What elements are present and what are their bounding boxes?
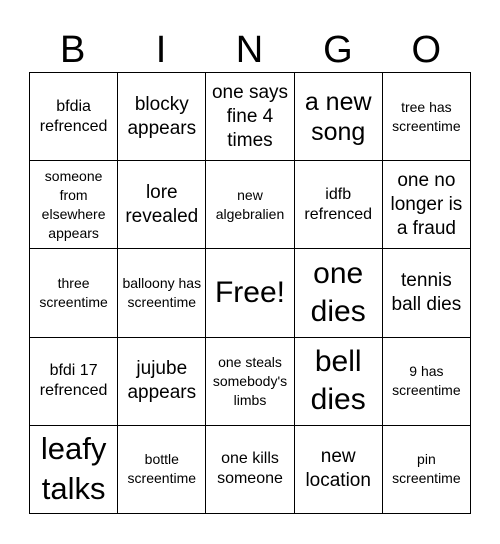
bingo-cell[interactable] [383,426,471,514]
bingo-cell[interactable] [206,73,294,161]
bingo-cell[interactable] [295,73,383,161]
bingo-cell[interactable] [118,426,206,514]
bingo-cell[interactable] [383,73,471,161]
bingo-cell[interactable] [295,338,383,426]
cell-text: bell dies [310,345,366,417]
cell-text: balloony has screentime [122,274,202,310]
bingo-cell[interactable] [206,161,294,249]
cell-text: blocky appears [127,93,197,139]
bingo-cell[interactable] [206,338,294,426]
bingo-cell[interactable] [383,161,471,249]
bingo-cell[interactable] [118,249,206,337]
bingo-cell[interactable] [118,161,206,249]
bingo-cell[interactable] [206,426,294,514]
cell-text: lore revealed [125,181,199,227]
cell-text: bfdi 17 refrenced [39,362,108,400]
cell-text: new algebralien [215,186,285,222]
bingo-cell[interactable] [30,338,118,426]
cell-text: one no longer is a fraud [390,169,463,239]
bingo-cell[interactable] [383,249,471,337]
bingo-cell[interactable] [30,426,118,514]
bingo-header [29,28,471,72]
header-letter-g: G [323,29,354,71]
cell-text: pin screentime [392,451,461,487]
header-letter-o: O [411,29,443,71]
bingo-card-grid [29,72,471,514]
cell-text: new location [305,446,371,492]
cell-text: a new song [304,87,372,146]
cell-text: tree has screentime [392,98,461,134]
cell-text: bottle screentime [127,451,197,487]
cell-text: jujube appears [127,358,197,404]
free-space-cell[interactable] [206,249,294,337]
cell-text: someone from elsewhere appears [41,167,106,241]
cell-text: idfb refrenced [304,185,372,223]
header-letter-n: N [235,29,265,71]
free-space-label: Free! [214,275,285,309]
cell-text: 9 has screentime [392,363,461,399]
bingo-cell[interactable] [118,73,206,161]
header-letter-b: B [60,29,87,71]
cell-text: one kills someone [217,450,283,488]
bingo-cell[interactable] [383,338,471,426]
cell-text: one steals somebody's limbs [212,353,288,408]
cell-text: one dies [310,256,366,328]
bingo-cell[interactable] [30,161,118,249]
bingo-cell[interactable] [118,338,206,426]
cell-text: bfdia refrenced [39,97,108,135]
cell-text: tennis ball dies [391,269,462,315]
bingo-cell[interactable] [295,161,383,249]
bingo-cell[interactable] [30,249,118,337]
cell-text: three screentime [39,274,108,310]
bingo-cell[interactable] [295,249,383,337]
header-letter-i: I [155,29,168,71]
cell-text: leafy talks [40,431,107,507]
bingo-cell[interactable] [295,426,383,514]
cell-text: one says fine 4 times [211,81,289,151]
bingo-cell[interactable] [30,73,118,161]
